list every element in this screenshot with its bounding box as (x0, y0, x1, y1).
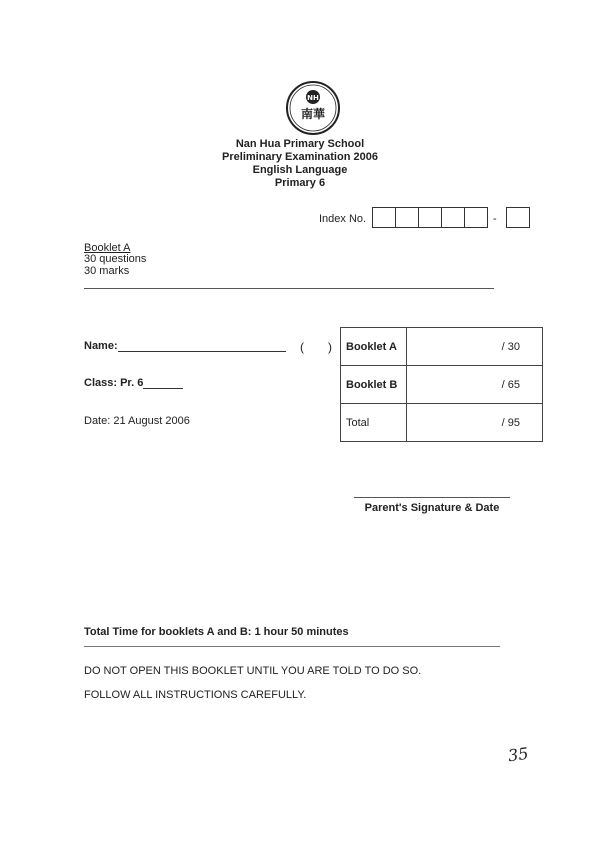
school-name: Nan Hua Primary School (235, 138, 365, 150)
name-line[interactable] (118, 351, 286, 352)
school-logo (285, 80, 341, 136)
table-row (341, 366, 543, 404)
class-field (84, 377, 183, 389)
register-open-paren: ( (300, 340, 304, 354)
divider (84, 646, 500, 647)
divider (84, 288, 494, 289)
name-label: Name: (84, 340, 118, 352)
index-box-1[interactable] (372, 207, 396, 228)
class-label: Class: Pr. 6 (84, 377, 144, 389)
index-box-4[interactable] (441, 207, 465, 228)
date-field: Date: 21 August 2006 (84, 415, 190, 427)
index-box-3[interactable] (418, 207, 442, 228)
name-field (84, 340, 286, 352)
table-row (341, 404, 543, 442)
level: Primary 6 (274, 177, 326, 189)
booklet-title: Booklet A (84, 242, 131, 254)
row-value: / 95 (407, 404, 543, 442)
instruction-line: DO NOT OPEN THIS BOOKLET UNTIL YOU ARE TOLD TO DO SO. (84, 665, 422, 677)
index-box-5[interactable] (464, 207, 488, 228)
row-value: / 30 (407, 328, 543, 366)
index-label: Index No. (319, 213, 367, 225)
total-time: Total Time for booklets A and B: 1 hour 50 minutes (84, 626, 349, 638)
handwritten-page-number: 35 (506, 743, 530, 766)
signature-line[interactable] (354, 497, 510, 498)
subject: English Language (252, 164, 348, 176)
booklet-marks: 30 marks (84, 265, 130, 277)
row-value: / 65 (407, 366, 543, 404)
row-label: Booklet A (341, 328, 407, 366)
instruction-line: FOLLOW ALL INSTRUCTIONS CAREFULLY. (84, 689, 307, 701)
register-close-paren: ) (328, 340, 332, 354)
table-row (341, 328, 543, 366)
index-box-6[interactable] (506, 207, 530, 228)
marks-table (340, 327, 543, 442)
row-label: Booklet B (341, 366, 407, 404)
svg-text:南華: 南華 (300, 107, 326, 121)
class-line[interactable] (143, 388, 183, 389)
exam-title: Preliminary Examination 2006 (222, 151, 378, 163)
index-box-2[interactable] (395, 207, 419, 228)
index-separator: - (493, 213, 497, 225)
row-label: Total (341, 404, 407, 442)
signature-label: Parent's Signature & Date (364, 502, 500, 514)
booklet-questions: 30 questions (84, 253, 147, 265)
svg-text:NH: NH (307, 94, 319, 102)
